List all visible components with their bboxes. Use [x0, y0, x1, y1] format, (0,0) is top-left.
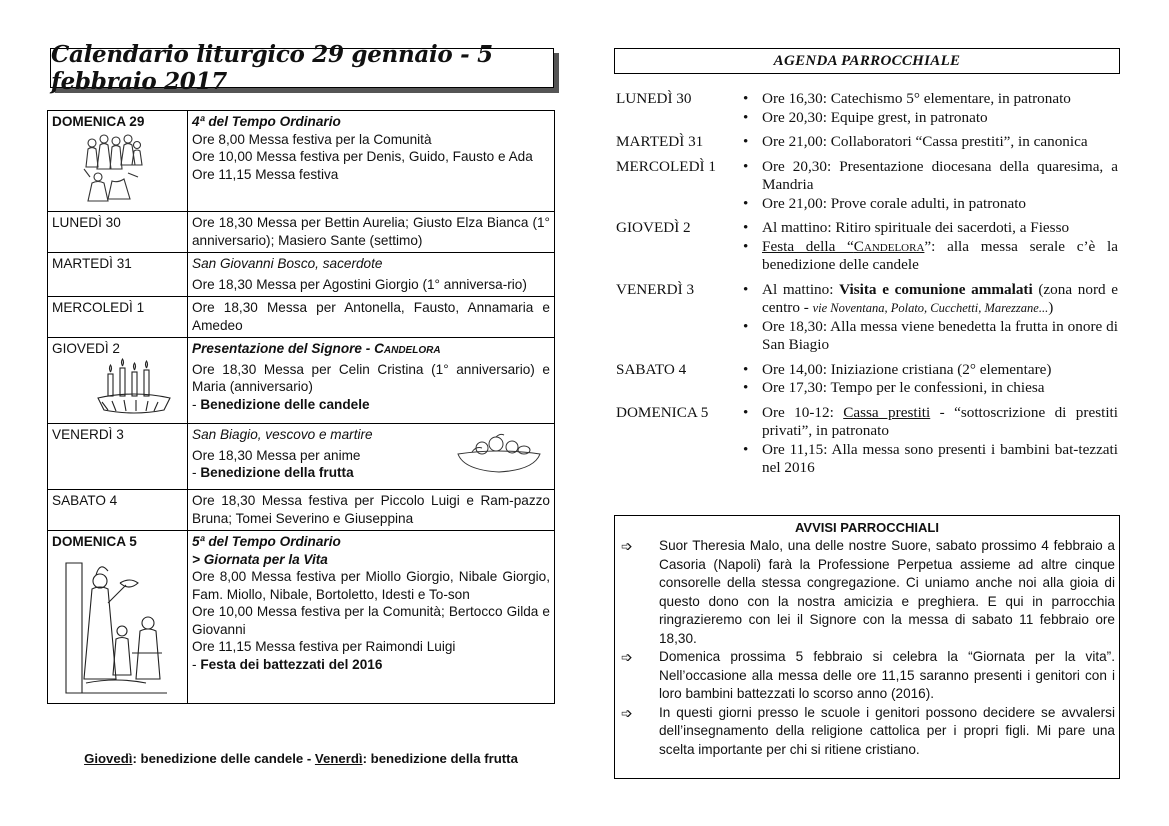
footer-text: : benedizione della frutta — [362, 751, 518, 766]
blessing-line: - Benedizione delle candele — [192, 396, 370, 412]
day-cell — [48, 338, 188, 424]
agenda-items — [736, 133, 1118, 152]
celebrations-cell — [188, 531, 555, 704]
celebrations-cell — [188, 253, 555, 297]
celebrations-cell — [188, 490, 555, 531]
day-label: DOMENICA 5 — [52, 534, 137, 549]
table-row — [48, 212, 555, 253]
agenda-title — [614, 48, 1120, 74]
agenda-row — [616, 90, 1118, 127]
table-row — [48, 424, 555, 490]
day-label: MARTEDÌ 31 — [52, 256, 132, 271]
agenda-row — [616, 133, 1118, 152]
celebrations-cell — [188, 424, 555, 490]
agenda-items — [736, 219, 1118, 275]
notice-item — [621, 537, 1115, 648]
blessing-line: - Festa dei battezzati del 2016 — [192, 656, 383, 672]
day-label: SABATO 4 — [52, 493, 118, 508]
agenda-title-text: AGENDA PARROCCHIALE — [773, 52, 961, 69]
day-label: MERCOLEDÌ 1 — [52, 300, 145, 315]
table-row — [48, 253, 555, 297]
celebrations-cell — [188, 212, 555, 253]
footer-giovedi: Giovedì — [84, 751, 133, 766]
arrow-right-icon: ➩ — [621, 704, 633, 721]
baptism-family-illustration-icon — [62, 553, 172, 703]
agenda-item: • Al mattino: Ritiro spirituale dei sacerdoti, a Fiesso — [736, 219, 1118, 238]
table-row — [48, 338, 555, 424]
mass-line: Ore 8,00 Messa festiva per la Comunità — [192, 131, 432, 147]
agenda-item: • Ore 18,30: Alla messa viene benedetta la frutta in onore di San Biagio — [736, 318, 1118, 355]
day-cell — [48, 531, 188, 704]
agenda-item: • Al mattino: Visita e comunione ammalati (zona nord e centro - vie Noventana, Polato, Cucchetti, Marezzane...) — [736, 281, 1118, 318]
agenda-row — [616, 219, 1118, 275]
agenda-day: GIOVEDÌ 2 — [616, 219, 691, 236]
day-cell — [48, 490, 188, 531]
agenda-day: MERCOLEDÌ 1 — [616, 157, 716, 175]
footer-note — [47, 751, 555, 766]
mass-line: Ore 18,30 Messa per Agostini Giorgio (1° anniversa-rio) — [192, 276, 527, 292]
mass-line: Ore 8,00 Messa festiva per Miollo Giorgio, Nibale Giorgio, Fam. Miollo, Nibale, Bortoletto, Idesti e To-son — [192, 569, 550, 602]
agenda-item: • Ore 17,30: Tempo per le confessioni, in chiesa — [736, 379, 1118, 398]
agenda-item: • Festa della “Candelora”: alla messa serale c’è la benedizione delle candele — [736, 238, 1118, 275]
parish-agenda — [616, 90, 1118, 484]
celebrations-cell — [188, 111, 555, 212]
feast-title: Presentazione del Signore - Candelora — [192, 341, 441, 356]
liturgical-calendar-table — [47, 110, 555, 704]
agenda-item: • Ore 16,30: Catechismo 5° elementare, in patronato — [736, 90, 1118, 109]
table-row — [48, 490, 555, 531]
day-label: VENERDÌ 3 — [52, 427, 124, 442]
celebrations-cell — [188, 338, 555, 424]
agenda-item: • Ore 21,00: Prove corale adulti, in patronato — [736, 195, 1118, 214]
notice-item — [621, 648, 1115, 704]
blessing-line: - Benedizione della frutta — [192, 465, 354, 480]
crowd-illustration-icon — [82, 133, 144, 203]
mass-line: Ore 11,15 Messa festiva per Raimondi Luigi — [192, 639, 456, 654]
agenda-items — [736, 281, 1118, 355]
agenda-items — [736, 361, 1118, 398]
agenda-row — [616, 361, 1118, 398]
notice-text: Domenica prossima 5 febbraio si celebra la “Giornata per la vita”. Nell’occasione alla messa delle ore 11,15 saranno presenti i genitori con i loro bambini battezzati lo scorso anno (2016). — [659, 649, 1115, 701]
footer-venerdi: Venerdì — [314, 751, 363, 766]
agenda-items — [736, 404, 1118, 478]
notice-text: In questi giorni presso le scuole i genitori possono decidere se avvalersi dell’insegnamento della religione cattolica per i propri figli. Mi pare una scelta importante per chi si ritiene cristiano. — [659, 704, 1115, 757]
day-label: DOMENICA 29 — [52, 114, 145, 129]
mass-line: Ore 18,30 Messa per Celin Cristina (1° anniversario) e Maria (anniversario) — [192, 361, 550, 394]
notice-text: Suor Theresia Malo, una delle nostre Suore, sabato prossimo 4 febbraio a Casoria (Napoli) farà la Professione Perpetua assieme ad altre cinque consorelle della stessa congregazione. Ci uniamo anche noi alla gioia di questo dono con la nostra amicizia e preghiera. E qui in parrocchia ringrazieremo con lei il Signore con la messa di sabato 11 febbraio ore 18,30. — [659, 538, 1115, 646]
agenda-row — [616, 281, 1118, 355]
feast-title: San Biagio, vescovo e martire — [192, 427, 373, 442]
agenda-day: LUNEDÌ 30 — [616, 90, 692, 107]
day-cell — [48, 212, 188, 253]
celebrations-cell — [188, 297, 555, 338]
feast-title: 5ª del Tempo Ordinario — [192, 534, 341, 549]
mass-line: Ore 10,00 Messa festiva per la Comunità; Bertocco Gilda e Giovanni — [192, 604, 550, 637]
mass-line: Ore 11,15 Messa festiva — [192, 166, 339, 182]
fruit-basket-illustration-icon — [454, 432, 544, 474]
agenda-row — [616, 404, 1118, 478]
mass-line: Ore 18,30 Messa per Bettin Aurelia; Giusto Elza Bianca (1° anniversario); Masiero Sante (settimo) — [192, 215, 550, 248]
notice-item — [621, 704, 1115, 760]
candles-illustration-icon — [92, 358, 174, 418]
feast-title: San Giovanni Bosco, sacerdote — [192, 256, 383, 271]
mass-line: Ore 18,30 Messa per anime — [192, 447, 361, 463]
calendar-title-text: Calendario liturgico 29 gennaio - 5 febbraio 2017 — [51, 41, 493, 95]
agenda-day: VENERDÌ 3 — [616, 280, 695, 298]
notices-title: AVVISI PARROCCHIALI — [795, 520, 939, 535]
agenda-item: • Ore 14,00: Iniziazione cristiana (2° elementare) — [736, 361, 1118, 380]
agenda-item: • Ore 21,00: Collaboratori “Cassa prestiti”, in canonica — [736, 133, 1118, 152]
agenda-day: DOMENICA 5 — [616, 403, 709, 421]
agenda-items — [736, 158, 1118, 214]
day-cell — [48, 297, 188, 338]
table-row — [48, 531, 555, 704]
day-cell — [48, 111, 188, 212]
day-label: LUNEDÌ 30 — [52, 215, 121, 230]
feast-title: 4ª del Tempo Ordinario — [192, 114, 341, 129]
mass-line: Ore 10,00 Messa festiva per Denis, Guido, Fausto e Ada — [192, 149, 533, 164]
arrow-right-icon: ➩ — [621, 649, 633, 665]
mass-line: Ore 18,30 Messa per Antonella, Fausto, Annamaria e Amedeo — [192, 300, 550, 333]
agenda-item: • Ore 10-12: Cassa prestiti - “sottoscrizione di prestiti privati”, in patronato — [736, 404, 1118, 441]
agenda-item: • Ore 11,15: Alla messa sono presenti i bambini bat-tezzati nel 2016 — [736, 441, 1118, 478]
agenda-item: • Ore 20,30: Equipe grest, in patronato — [736, 109, 1118, 128]
agenda-item: • Ore 20,30: Presentazione diocesana della quaresima, a Mandria — [736, 158, 1118, 195]
table-row — [48, 111, 555, 212]
feast-subtitle: > Giornata per la Vita — [192, 551, 328, 567]
agenda-day: MARTEDÌ 31 — [616, 133, 704, 150]
parish-notices — [614, 515, 1120, 779]
day-label: GIOVEDÌ 2 — [52, 341, 120, 356]
calendar-title — [50, 41, 554, 95]
day-cell — [48, 424, 188, 490]
footer-text: : benedizione delle candele - — [132, 751, 315, 766]
arrow-right-icon: ➩ — [621, 538, 633, 554]
agenda-day: SABATO 4 — [616, 360, 687, 378]
table-row — [48, 297, 555, 338]
agenda-row — [616, 158, 1118, 214]
mass-line: Ore 18,30 Messa festiva per Piccolo Luigi e Ram-pazzo Bruna; Tomei Severino e Giuseppina — [192, 493, 550, 526]
day-cell — [48, 253, 188, 297]
agenda-items — [736, 90, 1118, 127]
